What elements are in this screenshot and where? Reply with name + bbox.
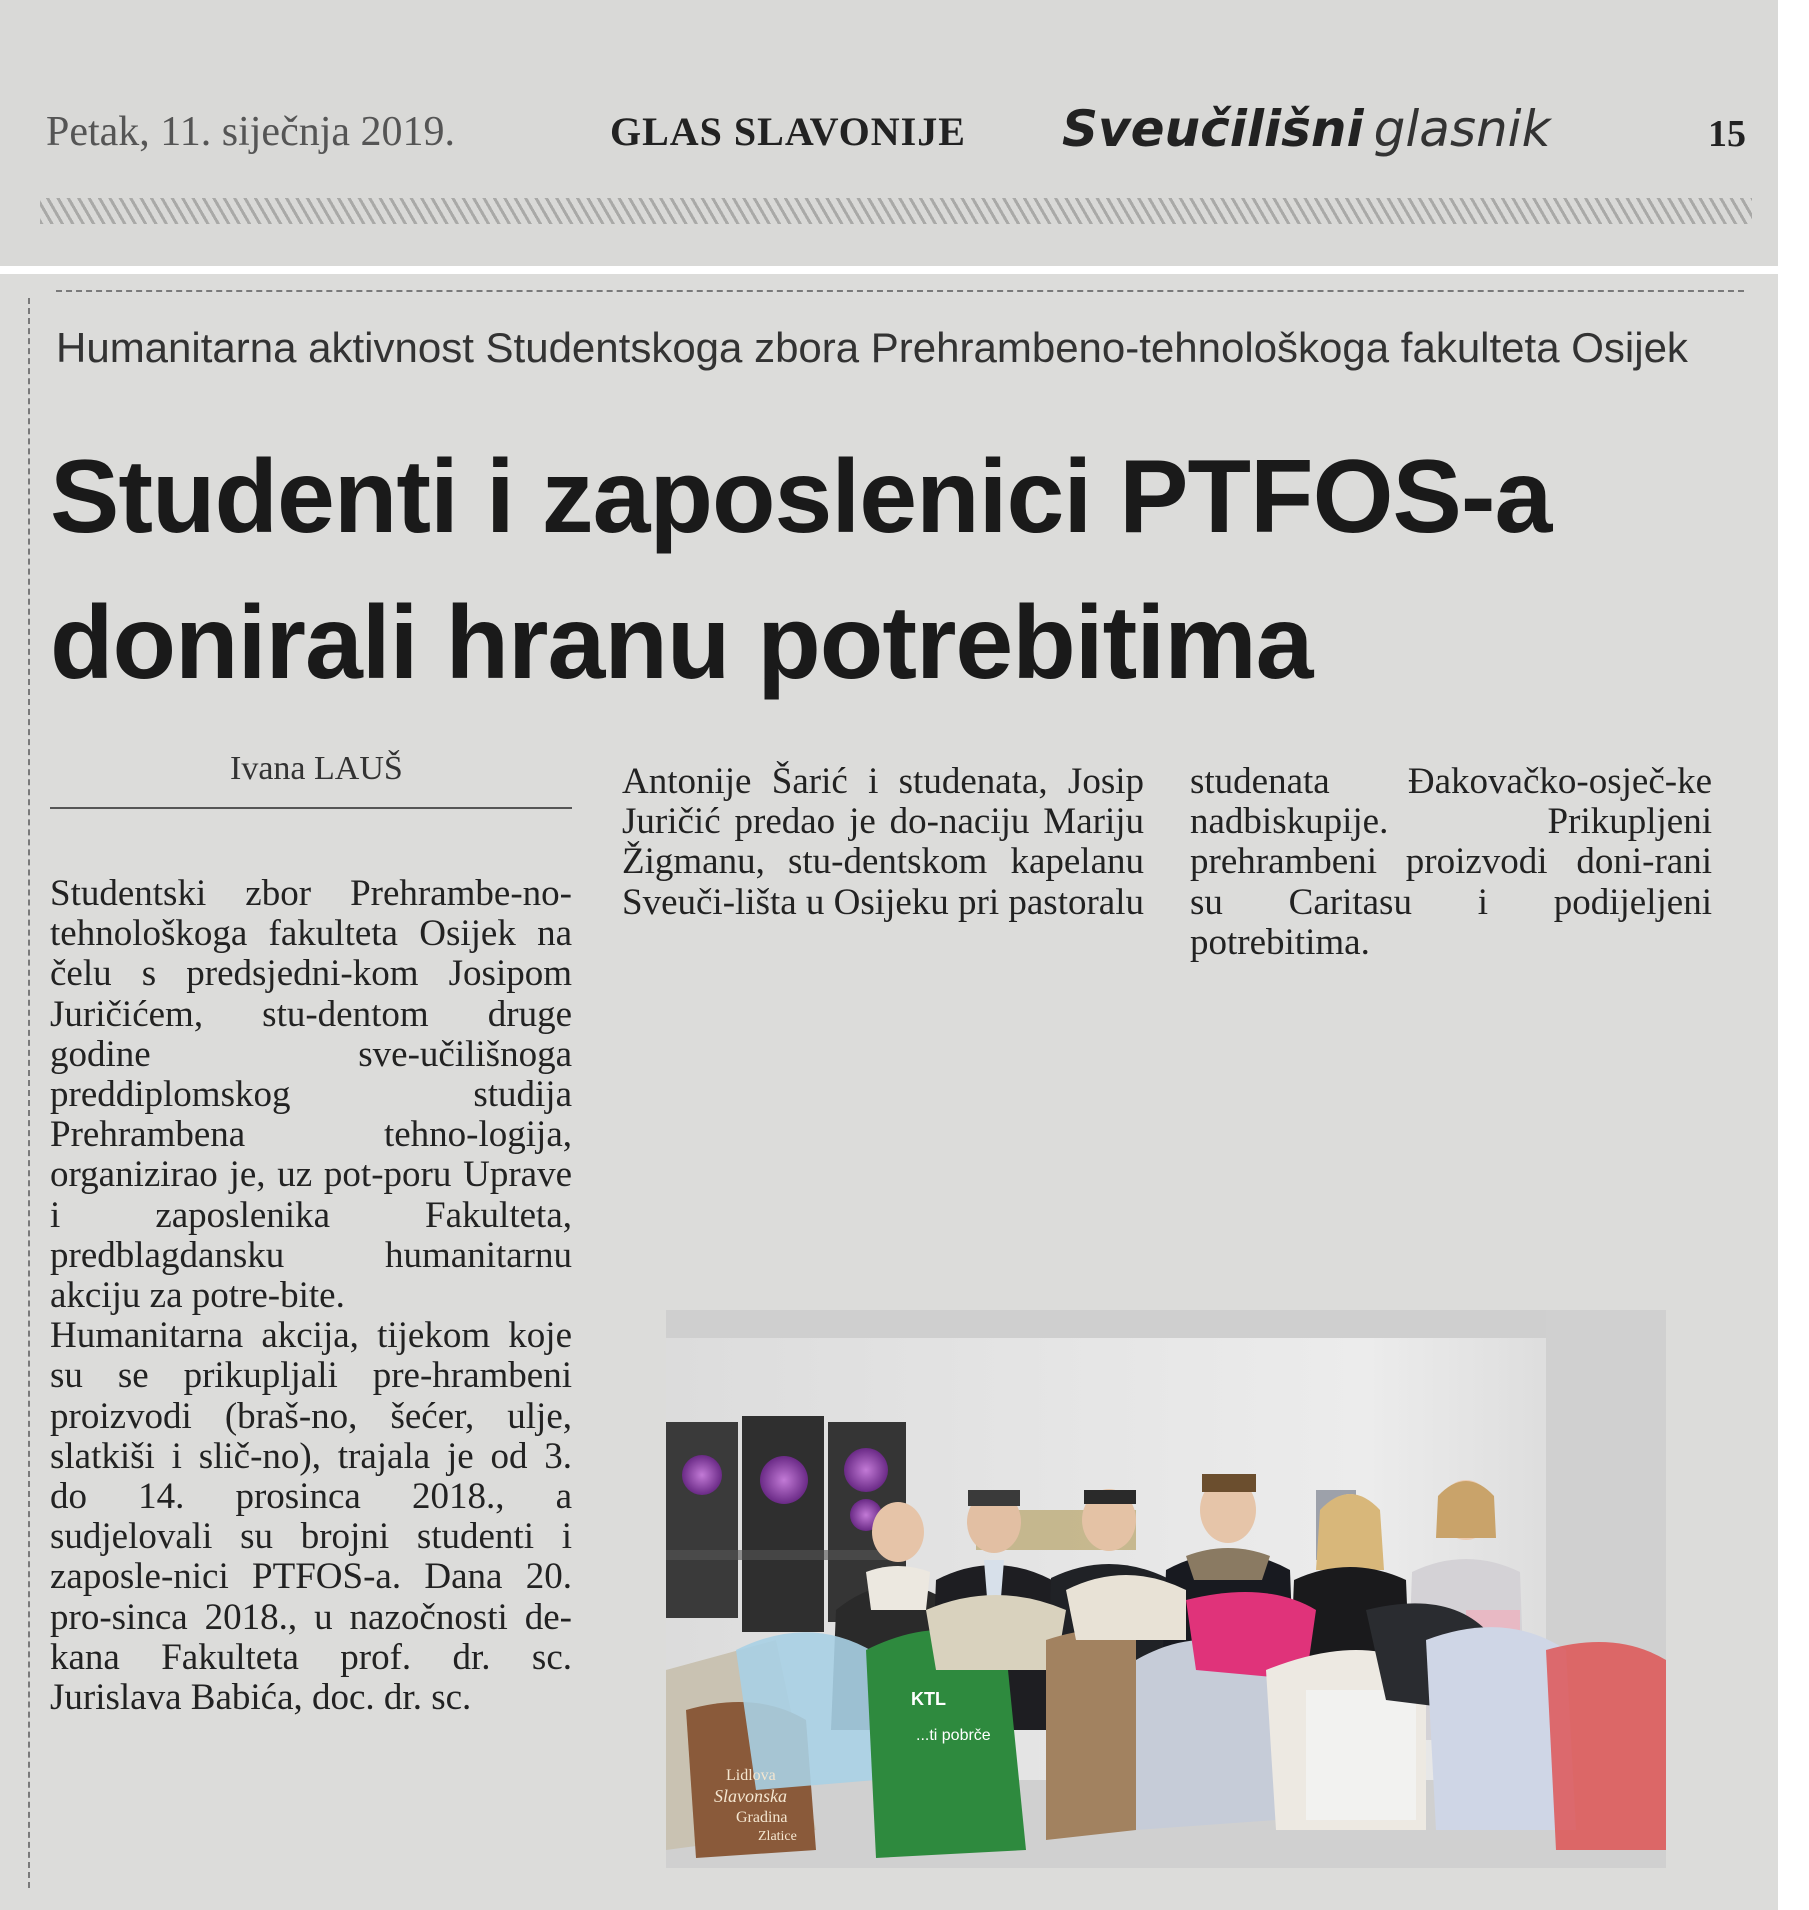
section-title xyxy=(1062,100,1551,158)
bag-text-2: Slavonska xyxy=(714,1786,787,1806)
bag-text-1: Lidlova xyxy=(726,1767,776,1784)
page-number: 15 xyxy=(1708,113,1746,155)
article-page xyxy=(0,274,1778,1910)
section-title-bold: Sveučilišni xyxy=(1062,100,1364,158)
header-stripe-rule xyxy=(40,198,1752,224)
column-1-paragraph-1: Studentski zbor Prehrambe-no-tehnološkoga fakulteta Osijek na čelu s predsjedni-kom Josipom Juričićem, stu-dentom druge godine sve-učilišnoga preddiplomskog studija Prehrambena tehno-logija, organizirao je, uz pot-poru Uprave i zaposlenika Fakulteta, predblagdansku humanitarnu akciju za potre-bite. xyxy=(50,873,572,1317)
author-rule xyxy=(50,807,572,809)
article-headline xyxy=(50,424,1750,716)
article-column-2 xyxy=(622,762,1144,923)
dashed-border-top xyxy=(56,290,1744,292)
column-3-paragraph: studenata Đakovačko-osječ-ke nadbiskupije. Prikupljeni prehrambeni proizvodi doni-rani su Caritasu i podijeljeni potrebitima. xyxy=(1190,761,1712,963)
headline-line-1: Studenti i zaposlenici PTFOS-a xyxy=(50,439,1552,555)
article-kicker: Humanitarna aktivnost Studentskoga zbora Prehrambeno-tehnološkoga fakulteta Osijek xyxy=(56,324,1688,371)
ceiling-beam xyxy=(666,1310,1666,1338)
article-column-1 xyxy=(50,874,572,1718)
column-2-paragraph: Antonije Šarić i studenata, Josip Juričić predao je do-naciju Mariju Žigmanu, stu-dentskom kapelanu Sveuči-lišta u Osijeku pri pastoralu xyxy=(622,761,1145,923)
donation-photo-illustration xyxy=(666,1310,1666,1868)
dashed-border-left xyxy=(28,298,30,1888)
bag-text-3: Gradina xyxy=(736,1809,788,1826)
section-title-light: glasnik xyxy=(1373,100,1551,158)
headline-line-2: donirali hranu potrebitima xyxy=(50,585,1313,701)
bag-text-4: Zlatice xyxy=(758,1829,797,1844)
issue-date: Petak, 11. siječnja 2019. xyxy=(46,109,456,155)
article-author: Ivana LAUŠ xyxy=(230,750,403,787)
bag-text-5: KTL xyxy=(911,1689,946,1709)
newspaper-header xyxy=(0,0,1778,266)
bag-text-6: ...ti pobrče xyxy=(916,1727,991,1744)
column-1-paragraph-2: Humanitarna akcija, tijekom koje su se prikupljali pre-hrambeni proizvodi (braš-no, šećer, ulje, slatkiši i slič-no), trajala je od 3. do 14. prosinca 2018., a sudjelovali su brojni studenti i zaposle-nici PTFOS-a. Dana 20. pro-sinca 2018., u nazočnosti de-kana Fakulteta prof. dr. sc. Jurislava Babića, doc. dr. sc. xyxy=(50,1315,572,1719)
article-photo xyxy=(666,1310,1666,1868)
article-column-3 xyxy=(1190,762,1712,963)
newspaper-name: GLAS SLAVONIJE xyxy=(610,109,966,154)
